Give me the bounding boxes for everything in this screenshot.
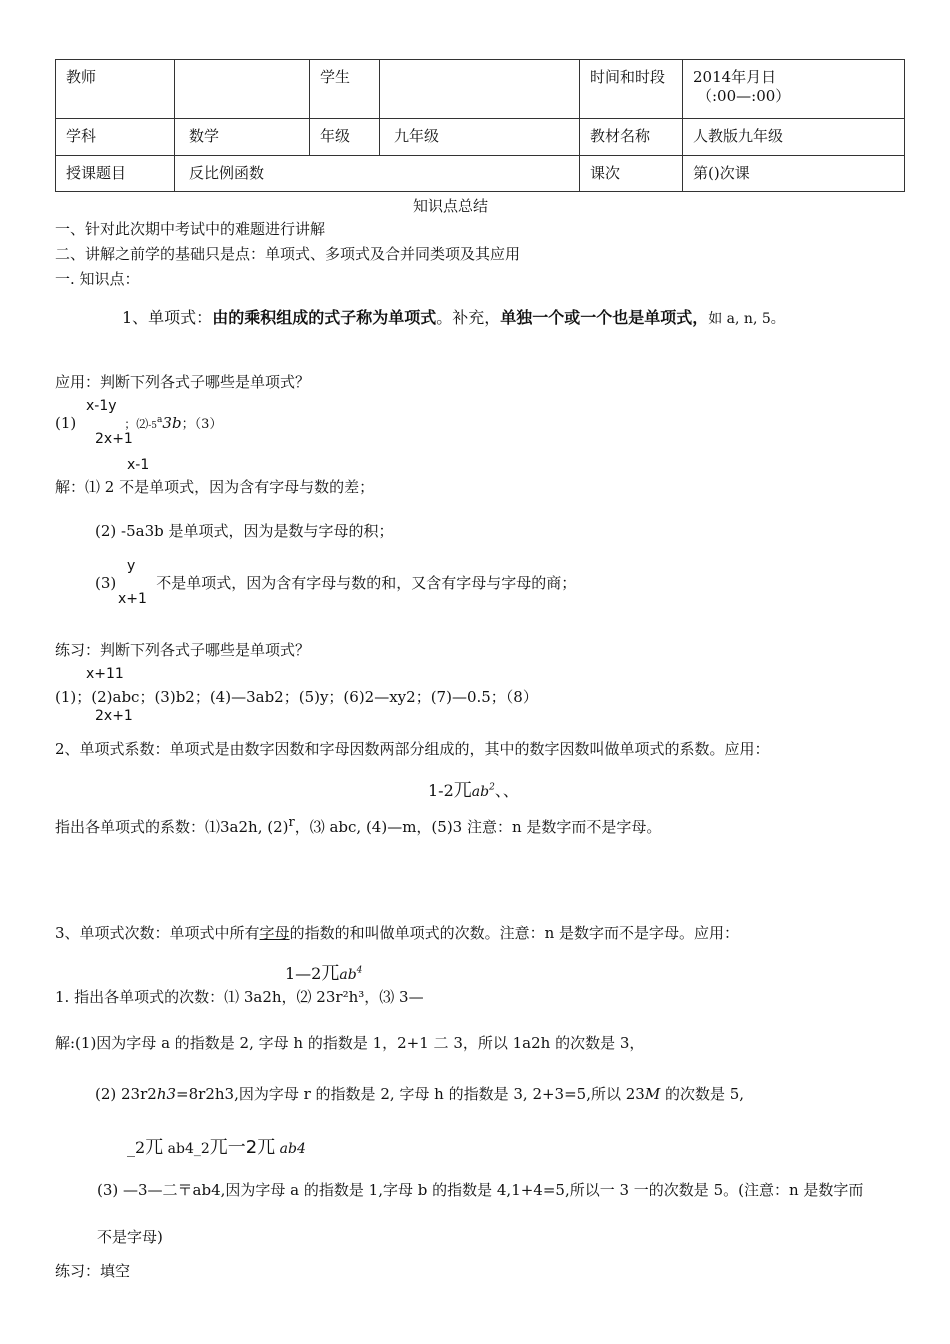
practice-numerator: x+11 bbox=[86, 666, 124, 682]
time-range: （:00—:00） bbox=[697, 86, 791, 105]
practice-prompt: 练习：判断下列各式子哪些是单项式？ bbox=[55, 641, 311, 659]
coef-expr-exp: 2 bbox=[489, 782, 495, 793]
def-supplement: 。补充， bbox=[436, 308, 501, 327]
solution-1: 解：⑴ 2 不是单项式，因为含有字母与数的差； bbox=[55, 478, 375, 496]
dsol2-c: =8r2h3,因为字母 r 的指数是 2, 字母 h 的指数是 3, 2+3=5,所以 23 bbox=[176, 1085, 645, 1103]
solution-2: (2) -5a3b 是单项式，因为是数与字母的积； bbox=[95, 522, 394, 540]
q-coef: -5 bbox=[148, 421, 158, 431]
dsol2-b: h3 bbox=[156, 1085, 177, 1103]
coef-expr-sep: 、、 bbox=[494, 781, 519, 800]
dsol2-d: M bbox=[644, 1085, 661, 1103]
solution-3-numerator: y bbox=[127, 558, 136, 574]
teacher-label: 教师 bbox=[56, 60, 175, 119]
deg-expr-num: 1—2 bbox=[285, 964, 322, 983]
degree-definition bbox=[55, 924, 739, 942]
grade-label: 年级 bbox=[310, 119, 380, 156]
degree-list: 1. 指出各单项式的次数：⑴ 3a2h，⑵ 23r²h³，⑶ 3— bbox=[55, 988, 424, 1006]
summary-title: 知识点总结 bbox=[413, 197, 489, 215]
degree-solution-3: (3) —3—二〒ab4,因为字母 a 的指数是 1,字母 b 的指数是 4,1+4=5,所以一 3 一的次数是 5。(注意：n 是数字而 bbox=[97, 1181, 864, 1199]
degree-solution-3-expression bbox=[127, 1137, 306, 1159]
question-numerator: x-1y bbox=[86, 398, 117, 414]
time-label: 时间和时段 bbox=[580, 60, 683, 119]
deg-a: 3、单项式次数：单项式中所有 bbox=[55, 924, 260, 942]
coef-list-r: r bbox=[288, 815, 295, 830]
coefficient-list bbox=[55, 815, 661, 836]
topic-label: 授课题目 bbox=[56, 156, 175, 192]
degree-expression bbox=[285, 963, 362, 985]
coef-expr-num: 1-2 bbox=[428, 781, 454, 800]
deg-expr-pi: 兀 bbox=[321, 963, 340, 984]
question-line bbox=[55, 414, 222, 433]
section-two: 二、讲解之前学的基础只是点：单项式、多项式及合并同类项及其应用 bbox=[55, 245, 521, 263]
dsol3-expr-c: ab4_2 bbox=[163, 1141, 210, 1157]
grade-value: 九年级 bbox=[380, 119, 580, 156]
teacher-value bbox=[175, 60, 310, 119]
dsol3-expr-f: ab4 bbox=[275, 1141, 306, 1157]
lesson-info-table bbox=[55, 59, 905, 192]
coef-expr-pi: 兀 bbox=[453, 780, 472, 801]
sol3-label: (3) bbox=[95, 574, 117, 592]
q-term: 3b bbox=[162, 414, 182, 432]
knowledge-heading: 一. 知识点： bbox=[55, 270, 140, 288]
def-bold-2: 单独一个或一个也是单项式， bbox=[500, 308, 709, 327]
time-value bbox=[683, 60, 905, 119]
student-label: 学生 bbox=[310, 60, 380, 119]
question-denominator-2: x-1 bbox=[127, 457, 150, 473]
textbook-value: 人教版九年级 bbox=[683, 119, 905, 156]
degree-solution-3-continued: 不是字母) bbox=[97, 1228, 163, 1246]
sol3-text: 不是单项式，因为含有字母与数的和，又含有字母与字母的商； bbox=[156, 574, 577, 592]
coefficient-definition: 2、单项式系数：单项式是由数字因数和字母因数两部分组成的，其中的数字因数叫做单项式的系数。应用： bbox=[55, 740, 770, 758]
monomial-definition bbox=[122, 308, 785, 328]
time-date: 2014年月日 bbox=[693, 68, 777, 86]
dsol3-expr-b: 兀 bbox=[145, 1137, 164, 1158]
subject-label: 学科 bbox=[56, 119, 175, 156]
solution-3-denominator: x+1 bbox=[118, 591, 147, 607]
application-prompt: 应用：判断下列各式子哪些是单项式？ bbox=[55, 373, 311, 391]
deg-b: 字母 bbox=[259, 924, 290, 942]
def-example: 如 a, n, 5。 bbox=[708, 311, 785, 327]
lesson-label: 课次 bbox=[580, 156, 683, 192]
solution-3 bbox=[95, 574, 576, 592]
practice-denominator: 2x+1 bbox=[95, 708, 133, 724]
deg-expr-var: ab bbox=[339, 967, 357, 983]
student-value bbox=[380, 60, 580, 119]
coef-list-a: 指出各单项式的系数：⑴3a2h, (2) bbox=[55, 818, 289, 836]
q-var: a bbox=[157, 415, 163, 425]
q-label-2: ；⑵ bbox=[124, 417, 149, 431]
degree-solution-1: 解:(1)因为字母 a 的指数是 2, 字母 h 的指数是 1，2+1 二 3，所以 1a2h 的次数是 3， bbox=[55, 1034, 645, 1052]
question-denominator: 2x+1 bbox=[95, 431, 133, 447]
q-label-3: ；（3） bbox=[181, 417, 223, 432]
section-one: 一、针对此次期中考试中的难题进行讲解 bbox=[55, 220, 326, 238]
coef-list-c: ，⑶ abc, (4)—m，(5)3 注意：n 是数字而不是字母。 bbox=[294, 818, 662, 836]
deg-c: 的指数的和叫做单项式的次数。注意：n 是数字而不是字母。应用： bbox=[289, 924, 739, 942]
subject-value: 数学 bbox=[175, 119, 310, 156]
q-label-1: (1) bbox=[55, 414, 77, 432]
practice-fill-blank: 练习：填空 bbox=[55, 1262, 131, 1280]
coef-expr-var: ab bbox=[471, 784, 490, 800]
deg-expr-exp: 4 bbox=[356, 965, 363, 976]
dsol3-expr-d: 兀一2 bbox=[209, 1137, 258, 1158]
coefficient-expression bbox=[428, 780, 519, 802]
degree-solution-2 bbox=[95, 1085, 744, 1103]
dsol3-expr-a: _2 bbox=[127, 1138, 146, 1157]
textbook-label: 教材名称 bbox=[580, 119, 683, 156]
lesson-value: 第()次课 bbox=[683, 156, 905, 192]
def-number: 1、单项式： bbox=[122, 308, 213, 327]
def-bold-1: 由的乘积组成的式子称为单项式 bbox=[212, 308, 437, 327]
topic-value: 反比例函数 bbox=[175, 156, 580, 192]
dsol3-expr-e: 兀 bbox=[257, 1137, 276, 1158]
practice-list: (1)；(2)abc；(3)b2；(4)—3ab2；(5)y；(6)2—xy2；(7)—0.5；（8） bbox=[55, 688, 538, 706]
dsol2-e: 的次数是 5, bbox=[660, 1085, 745, 1103]
dsol2-a: (2) 23r2 bbox=[95, 1085, 157, 1103]
